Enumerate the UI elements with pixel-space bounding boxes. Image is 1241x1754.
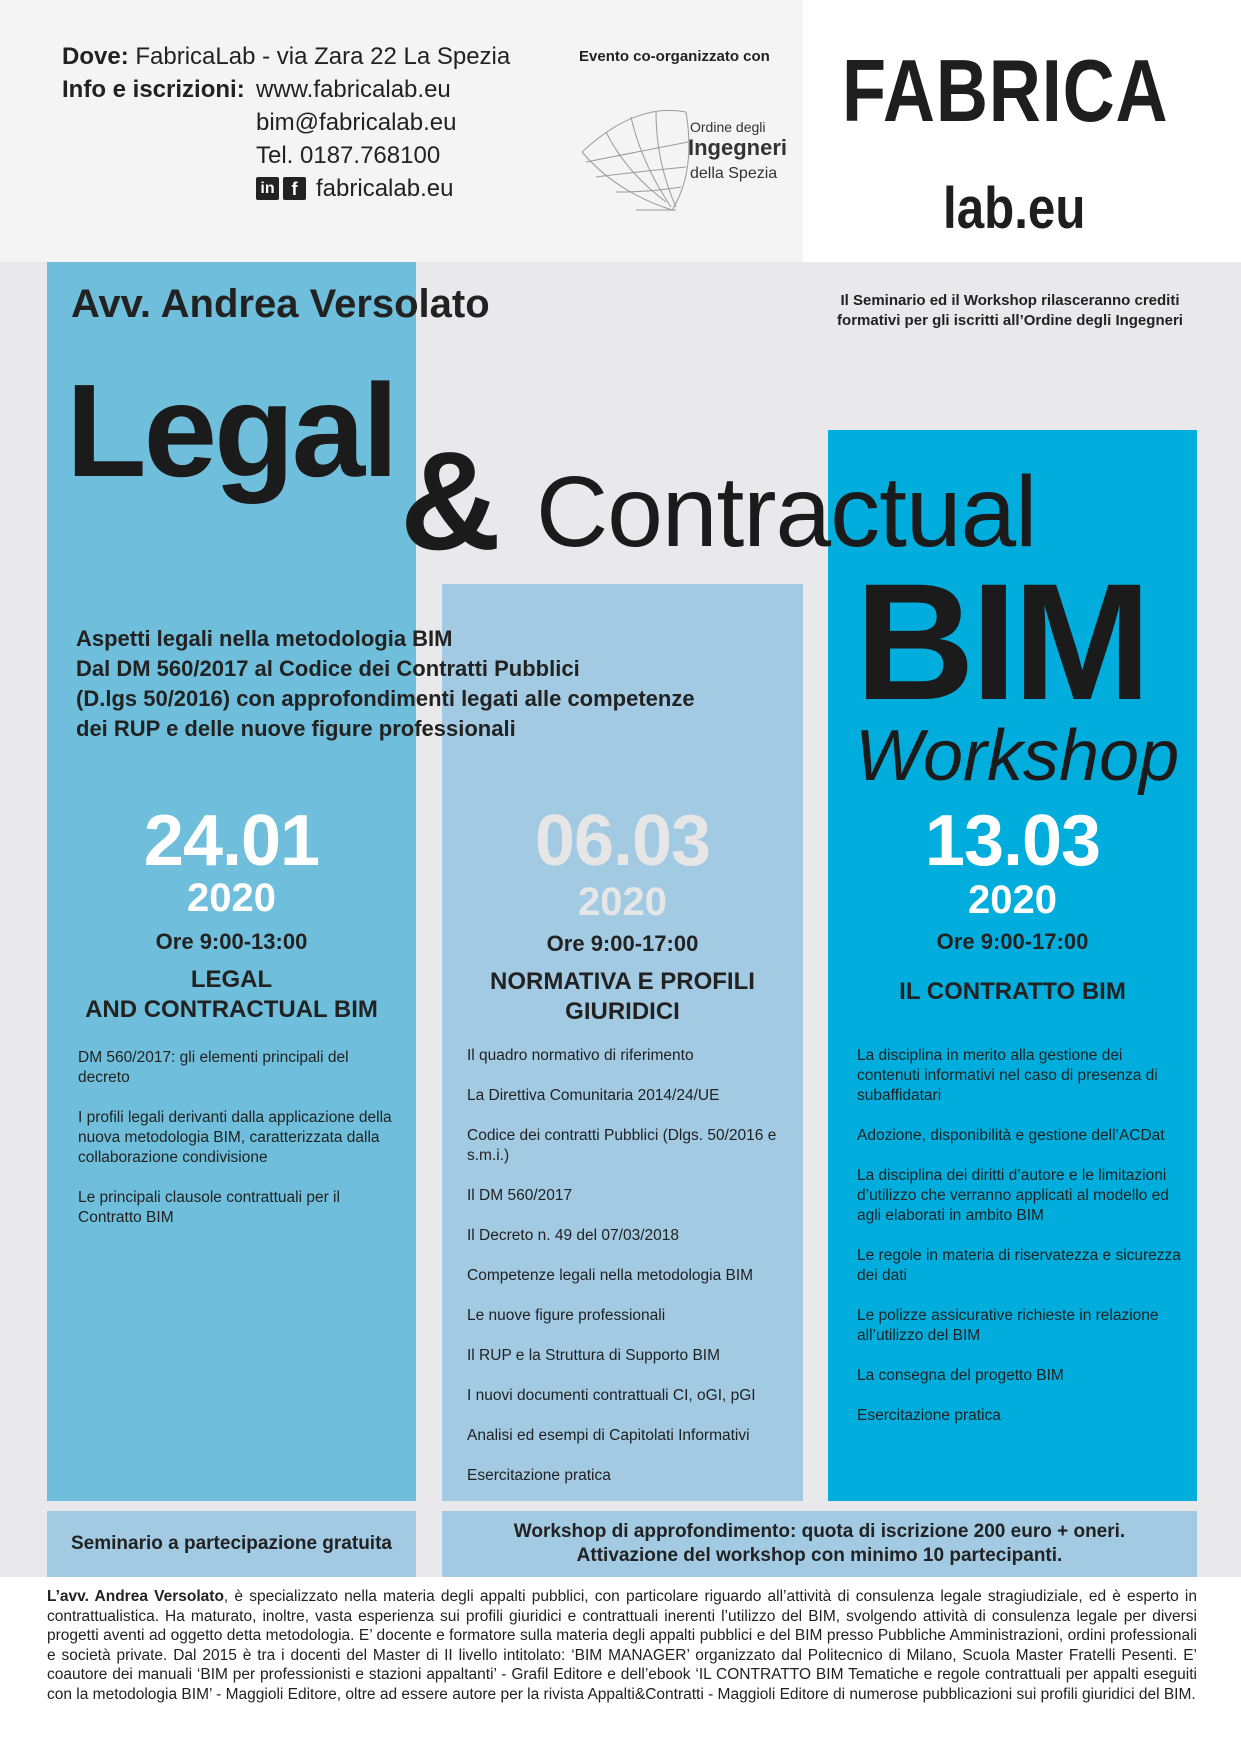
topic-item: La consegna del progetto BIM <box>857 1367 1064 1384</box>
linkedin-icon[interactable]: in <box>256 177 279 200</box>
email-link[interactable]: bim@fabricalab.eu <box>256 109 457 136</box>
social-row <box>256 172 453 205</box>
session-2-hours: Ore 9:00-17:00 <box>546 931 699 956</box>
topic-item: Le principali clausole contrattuali per il Contratto BIM <box>78 1189 340 1226</box>
brand-logo-fabrica: FABRICA <box>842 41 1169 140</box>
session-1-year: 2020 <box>187 876 276 920</box>
facebook-icon[interactable]: f <box>283 177 306 200</box>
where-value: FabricaLab - via Zara 22 La Spezia <box>135 43 511 70</box>
topic-item: Le nuove figure professionali <box>467 1307 666 1324</box>
session-2-title <box>442 967 803 1027</box>
session-3-title <box>828 977 1197 1007</box>
session-1 <box>47 800 416 1025</box>
partner-logo-line3: della Spezia <box>690 165 778 182</box>
session-3-hours: Ore 9:00-17:00 <box>936 929 1089 954</box>
title-ampersand: & <box>400 422 502 579</box>
website-link[interactable]: www.fabricalab.eu <box>256 76 451 103</box>
session-1-hours: Ore 9:00-13:00 <box>155 929 308 954</box>
session-1-title <box>47 965 416 1025</box>
session-2-title-line: GIURIDICI <box>565 998 680 1025</box>
seminar-note <box>47 1511 416 1577</box>
credits-note: Il Seminario ed il Workshop rilasceranno crediti formativi per gli iscritti all’Ordine degli Ingegneri <box>837 292 1183 329</box>
event-description <box>76 624 695 744</box>
social-handle[interactable]: fabricalab.eu <box>316 175 454 202</box>
session-3 <box>828 800 1197 1007</box>
info-label: Info e iscrizioni: <box>62 76 245 103</box>
description-line: (D.lgs 50/2016) con approfondimenti legati alle competenze <box>76 686 695 711</box>
session-3-year: 2020 <box>968 878 1057 922</box>
topic-item: DM 560/2017: gli elementi principali del decreto <box>78 1049 349 1086</box>
session-2-title-line: NORMATIVA E PROFILI <box>490 968 755 995</box>
topic-item: Codice dei contratti Pubblici (Dlgs. 50/2016 e s.m.i.) <box>467 1127 777 1164</box>
topic-item: La disciplina dei diritti d’autore e le limitazioni d’utilizzo che verranno applicati al modello ed agli elaborati in ambito BIM <box>857 1167 1169 1224</box>
contact-label-row <box>62 73 245 106</box>
workshop-note <box>442 1511 1197 1577</box>
title-workshop: Workshop <box>855 716 1180 796</box>
session-1-date: 24.01 <box>143 801 320 881</box>
partner-logo <box>576 82 796 214</box>
session-3-title-line: IL CONTRATTO BIM <box>899 978 1126 1005</box>
session-3-topics <box>857 1046 1182 1446</box>
topic-item: Il RUP e la Struttura di Supporto BIM <box>467 1347 720 1364</box>
topic-item: Le polizze assicurative richieste in relazione all’utilizzo del BIM <box>857 1307 1159 1344</box>
session-3-date: 13.03 <box>924 801 1101 881</box>
coorganized-label: Evento co-organizzato con <box>579 48 770 65</box>
session-2-topics <box>467 1046 787 1506</box>
partner-logo-line1: Ordine degli <box>690 119 766 135</box>
topic-item: I profili legali derivanti dalla applicazione della nuova metodologia BIM, caratterizzata dalla collaborazione condivisione <box>78 1109 392 1166</box>
topic-item: Il Decreto n. 49 del 07/03/2018 <box>467 1227 679 1244</box>
topic-item: Esercitazione pratica <box>467 1467 611 1484</box>
workshop-note-line: Workshop di approfondimento: quota di iscrizione 200 euro + oneri. <box>513 1521 1126 1542</box>
title-legal: Legal <box>66 357 396 504</box>
partner-logo-line2: Ingegneri <box>688 135 788 160</box>
topic-item: Esercitazione pratica <box>857 1407 1001 1424</box>
description-line: dei RUP e delle nuove figure professionali <box>76 716 516 741</box>
speaker-bio <box>47 1587 1197 1704</box>
speaker-name: Avv. Andrea Versolato <box>71 282 490 326</box>
venue-info <box>62 40 510 73</box>
brand-logo-lab: lab.eu <box>943 176 1086 241</box>
topic-item: La Direttiva Comunitaria 2014/24/UE <box>467 1087 720 1104</box>
phone-number: Tel. 0187.768100 <box>256 142 441 169</box>
workshop-note-line: Attivazione del workshop con minimo 10 partecipanti. <box>576 1545 1063 1566</box>
session-2-date: 06.03 <box>534 801 711 881</box>
topic-item: La disciplina in merito alla gestione dei contenuti informativi nel caso di presenza di subaffidatari <box>857 1047 1158 1104</box>
topic-item: Analisi ed esempi di Capitolati Informativi <box>467 1427 750 1444</box>
bio-text: , è specializzato nella materia degli appalti pubblici, con particolare riguardo all’attività di consulenza legale stragiudiziale, ed è esperto in contrattualistica. Ha maturato, inoltre, vasta esperienza sui profili giuridici e contrattuali inerenti l’utilizzo del BIM, svolgendo attività di consulenza legale per diversi progetti aventi ad oggetto detta metodologia. E’ docente e formatore sulla materia degli appalti pubblici e del BIM presso Pubbliche Amministrazioni, ordini professionali e società private. Dal 2015 è tra i docenti del Master di II livello intitolato: ‘BIM MANAGER’ organizzato dal Politecnico di Milano, Scuola Master Fratelli Pesenti. E’ coautore dei manuali ‘BIM per professionisti e stazioni appaltanti’ - Grafil Editore e dell’ebook ‘IL CONTRATTO BIM Tematiche e regole contrattuali per appalti eseguiti con la metodologia BIM’ - Maggioli Editore, oltre ad essere autore per la rivista Appalti&Contratti - Maggioli Editore di numerose pubblicazioni sui profili giuridici del BIM. <box>47 1588 1197 1703</box>
description-line: Dal DM 560/2017 al Codice dei Contratti Pubblici <box>76 656 580 681</box>
bio-name: L’avv. Andrea Versolato <box>47 1588 224 1605</box>
topic-item: I nuovi documenti contrattuali CI, oGI, pGI <box>467 1387 756 1404</box>
session-1-topics <box>78 1048 398 1248</box>
session-1-title-line: LEGAL <box>190 966 273 993</box>
seminar-note-text: Seminario a partecipazione gratuita <box>71 1533 392 1554</box>
topic-item: Il quadro normativo di riferimento <box>467 1047 694 1064</box>
title-bim: BIM <box>855 550 1148 735</box>
dome-drawing-icon <box>582 110 689 210</box>
description-line: Aspetti legali nella metodologia BIM <box>76 626 453 651</box>
topic-item: Il DM 560/2017 <box>467 1187 573 1204</box>
where-label: Dove: <box>62 43 129 70</box>
session-2-year: 2020 <box>578 880 667 924</box>
session-1-title-line: AND CONTRACTUAL BIM <box>85 996 378 1023</box>
topic-item: Le regole in materia di riservatezza e sicurezza dei dati <box>857 1247 1181 1284</box>
topic-item: Adozione, disponibilità e gestione dell’ACDat <box>857 1127 1165 1144</box>
title-contractual: Contractual <box>536 456 1037 568</box>
session-2 <box>442 800 803 1027</box>
topic-item: Competenze legali nella metodologia BIM <box>467 1267 754 1284</box>
